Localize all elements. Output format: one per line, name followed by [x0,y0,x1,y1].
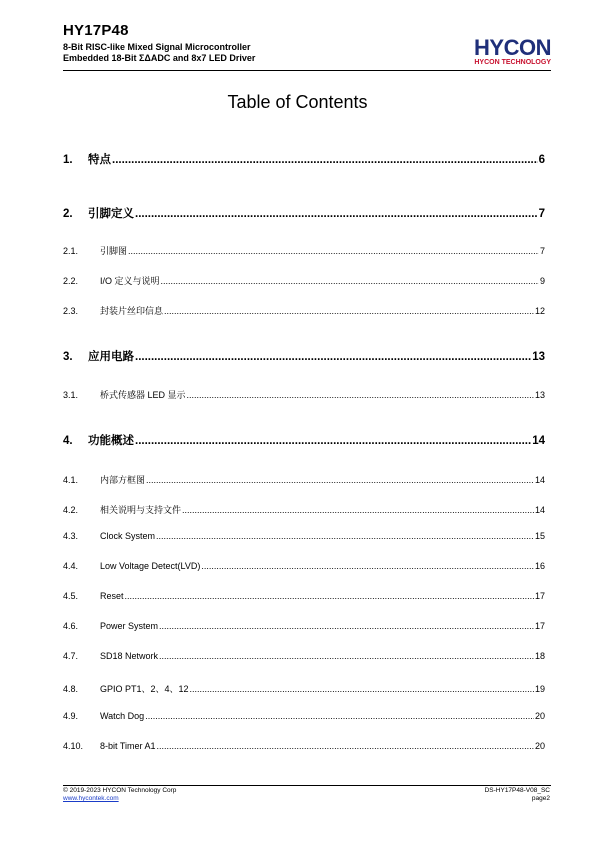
toc-entry-label: I/O 定义与说明 [100,276,160,286]
toc-entry-label: Low Voltage Detect(LVD) [100,561,201,571]
toc-entry-number: 2.2. [63,276,79,286]
toc-entry-page: 7 [539,246,545,256]
toc-leader-dots [135,208,538,220]
toc-entry[interactable] [63,432,545,448]
logo-wordmark: HYCON [474,35,551,60]
toc-entry-label: 功能概述 [88,435,134,447]
toc-entry[interactable] [63,244,545,257]
toc-leader-dots [201,561,534,571]
toc-leader-dots [190,684,534,694]
toc-leader-dots [112,154,538,166]
toc-entry-page: 14 [534,475,545,485]
toc-entry-number: 4.10. [63,741,84,751]
toc-entry-number: 4.7. [63,651,79,661]
toc-entry-number: 4.9. [63,711,79,721]
toc-entry-page: 13 [534,390,545,400]
toc-entry-label: 桥式传感器 LED 显示 [100,390,186,400]
toc-entry[interactable] [63,591,545,601]
toc-entry-label: 引脚定义 [88,208,134,220]
toc-entry-label: 内部方框图 [100,475,146,485]
toc-entry-label: 特点 [88,154,111,166]
toc-entry-page: 20 [534,741,545,751]
toc-entry-page: 13 [532,351,545,363]
toc-entry-page: 14 [534,505,545,515]
header-rule [63,70,551,71]
toc-entry-number: 2. [63,208,73,220]
toc-entry[interactable] [63,151,545,167]
toc-entry[interactable] [63,561,545,571]
toc-entry-page: 12 [534,306,545,316]
toc-entry[interactable] [63,388,545,401]
toc-entry[interactable] [63,274,545,287]
toc-leader-dots [161,276,539,286]
toc-entry-page: 20 [534,711,545,721]
toc-entry-page: 14 [532,435,545,447]
toc-entry-number: 4.5. [63,591,79,601]
toc-leader-dots [156,531,534,541]
toc-entry[interactable] [63,348,545,364]
footer-website-link[interactable]: www.hycontek.com [63,795,119,802]
toc-leader-dots [187,390,534,400]
footer-rule [63,785,551,786]
footer-doc-id: DS-HY17P48-V08_SC [484,787,550,794]
toc-entry-label: 8-bit Timer A1 [100,741,156,751]
toc-entry-page: 17 [534,591,545,601]
toc-leader-dots [125,591,534,601]
hycon-logo [469,35,551,69]
toc-entry-number: 4.8. [63,684,79,694]
toc-entry-page: 15 [534,531,545,541]
toc-entry-label: 应用电路 [88,351,134,363]
toc-entry-number: 4.2. [63,505,79,515]
toc-entry-number: 1. [63,154,73,166]
toc-entry-label: Watch Dog [100,711,145,721]
footer-page-number: page2 [531,795,550,802]
toc-entry[interactable] [63,711,545,721]
toc-leader-dots [135,351,531,363]
toc-entry-label: Reset [100,591,124,601]
toc-title: Table of Contents [227,92,368,112]
product-title: HY17P48 [63,22,129,39]
toc-entry-page: 16 [534,561,545,571]
toc-entry-page: 18 [534,651,545,661]
toc-entry-label: SD18 Network [100,651,159,661]
toc-entry-label: GPIO PT1、2、4、12 [100,684,189,694]
toc-entry-number: 3.1. [63,390,79,400]
toc-entry-number: 4.4. [63,561,79,571]
toc-entry[interactable] [63,621,545,631]
toc-entry-number: 2.1. [63,246,79,256]
toc-entry[interactable] [63,304,545,317]
toc-entry-label: 相关说明与支持文件 [100,505,182,515]
toc-entry[interactable] [63,651,545,661]
toc-entry[interactable] [63,205,545,221]
toc-entry-page: 6 [538,154,545,166]
toc-leader-dots [159,621,534,631]
toc-leader-dots [145,711,534,721]
toc-entry-page: 17 [534,621,545,631]
page-header [63,22,551,70]
toc-entry-number: 4.6. [63,621,79,631]
toc-entry-number: 3. [63,351,73,363]
toc-leader-dots [157,741,534,751]
logo-tagline: HYCON TECHNOLOGY [474,59,551,66]
toc-entry-page: 19 [534,684,545,694]
toc-leader-dots [182,505,534,515]
toc-entry-label: Power System [100,621,159,631]
footer-copyright: © 2019-2023 HYCON Technology Corp [63,787,177,794]
toc-leader-dots [164,306,534,316]
toc-entry-number: 4.1. [63,475,79,485]
toc-entry[interactable] [63,531,545,541]
toc-entry-label: Clock System [100,531,156,541]
toc-leader-dots [135,435,531,447]
toc-entry[interactable] [63,682,545,695]
toc-leader-dots [159,651,534,661]
toc-entry-label: 封装片丝印信息 [100,306,164,316]
toc-leader-dots [128,246,539,256]
toc-entry[interactable] [63,741,545,751]
toc-leader-dots [146,475,534,485]
toc-entry-number: 2.3. [63,306,79,316]
toc-entry-page: 7 [538,208,545,220]
toc-entry-number: 4. [63,435,73,447]
toc-entry-label: 引脚图 [100,246,128,256]
toc-entry-page: 9 [539,276,545,286]
toc-entry[interactable] [63,503,545,516]
toc-entry-number: 4.3. [63,531,79,541]
product-subtitle-2: Embedded 18-Bit ΣΔADC and 8x7 LED Driver [63,53,256,63]
toc-entry[interactable] [63,473,545,486]
product-subtitle-1: 8-Bit RISC-like Mixed Signal Microcontroller [63,42,251,52]
